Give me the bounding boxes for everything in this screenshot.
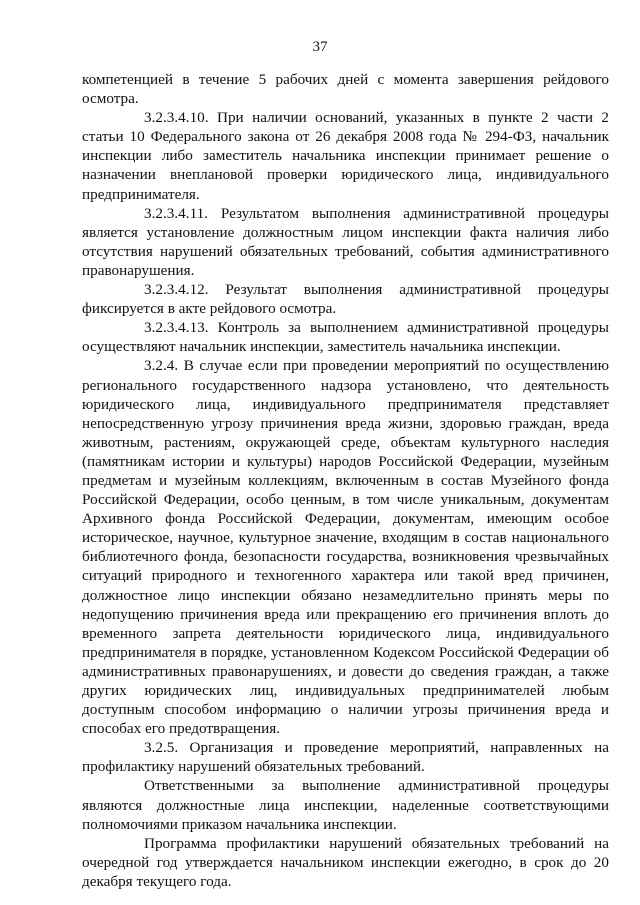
paragraph: компетенцией в течение 5 рабочих дней с момента завершения рейдового осмотра.	[82, 71, 609, 108]
document-body	[82, 70, 609, 891]
paragraph: 3.2.3.4.13. Контроль за выполнением административной процедуры осуществляют начальник инспекции, заместитель начальника инспекции.	[82, 319, 609, 356]
paragraph: 3.2.4. В случае если при проведении мероприятий по осуществлению регионального государственного надзора установлено, что деятельность юридического лица, индивидуального предпринимателя представляет непосредственную угрозу причинения вреда жизни, здоровью граждан, вреда животным, растениям, окружающей среде, объектам культурного наследия (памятникам истории и культуры) народов Российской Федерации, музейным предметам и музейным коллекциям, включенным в состав Музейного фонда Российской Федерации, особо ценным, в том числе уникальным, документам Архивного фонда Российской Федерации, документам, имеющим особое историческое, научное, культурное значение, входящим в состав национального библиотечного фонда, безопасности государства, возникновения чрезвычайных ситуаций природного и техногенного характера или такой вред причинен, должностное лицо инспекции обязано незамедлительно принять меры по недопущению причинения вреда или прекращению его причинения вплоть до временного запрета деятельности юридического лица, индивидуального предпринимателя в порядке, установленном Кодексом Российской Федерации об административных правонарушениях, и довести до сведения граждан, а также других юридических лиц, индивидуальных предпринимателей любым доступным способом информацию о наличии угрозы причинения вреда и способах его предотвращения.	[82, 357, 609, 738]
paragraph: 3.2.5. Организация и проведение мероприятий, направленных на профилактику нарушений обязательных требований.	[82, 739, 609, 776]
paragraph: Ответственными за выполнение административной процедуры являются должностные лица инспекции, наделенные соответствующими полномочиями приказом начальника инспекции.	[82, 777, 609, 833]
page-number: 37	[312, 39, 328, 55]
paragraph: Программа профилактики нарушений обязательных требований на очередной год утверждается начальником инспекции ежегодно, в срок до 20 декабря текущего года.	[82, 834, 609, 890]
paragraph: 3.2.3.4.10. При наличии оснований, указанных в пункте 2 части 2 статьи 10 Федерального закона от 26 декабря 2008 года № 294-ФЗ, начальник инспекции либо заместитель начальника инспекции принимает решение о назначении внеплановой проверки юридического лица, индивидуального предпринимателя.	[82, 109, 609, 203]
paragraph: 3.2.3.4.11. Результатом выполнения административной процедуры является установление должностным лицом инспекции факта наличия либо отсутствия нарушений обязательных требований, события административного правонарушения.	[82, 204, 609, 279]
paragraph: 3.2.3.4.12. Результат выполнения административной процедуры фиксируется в акте рейдового осмотра.	[82, 281, 609, 318]
